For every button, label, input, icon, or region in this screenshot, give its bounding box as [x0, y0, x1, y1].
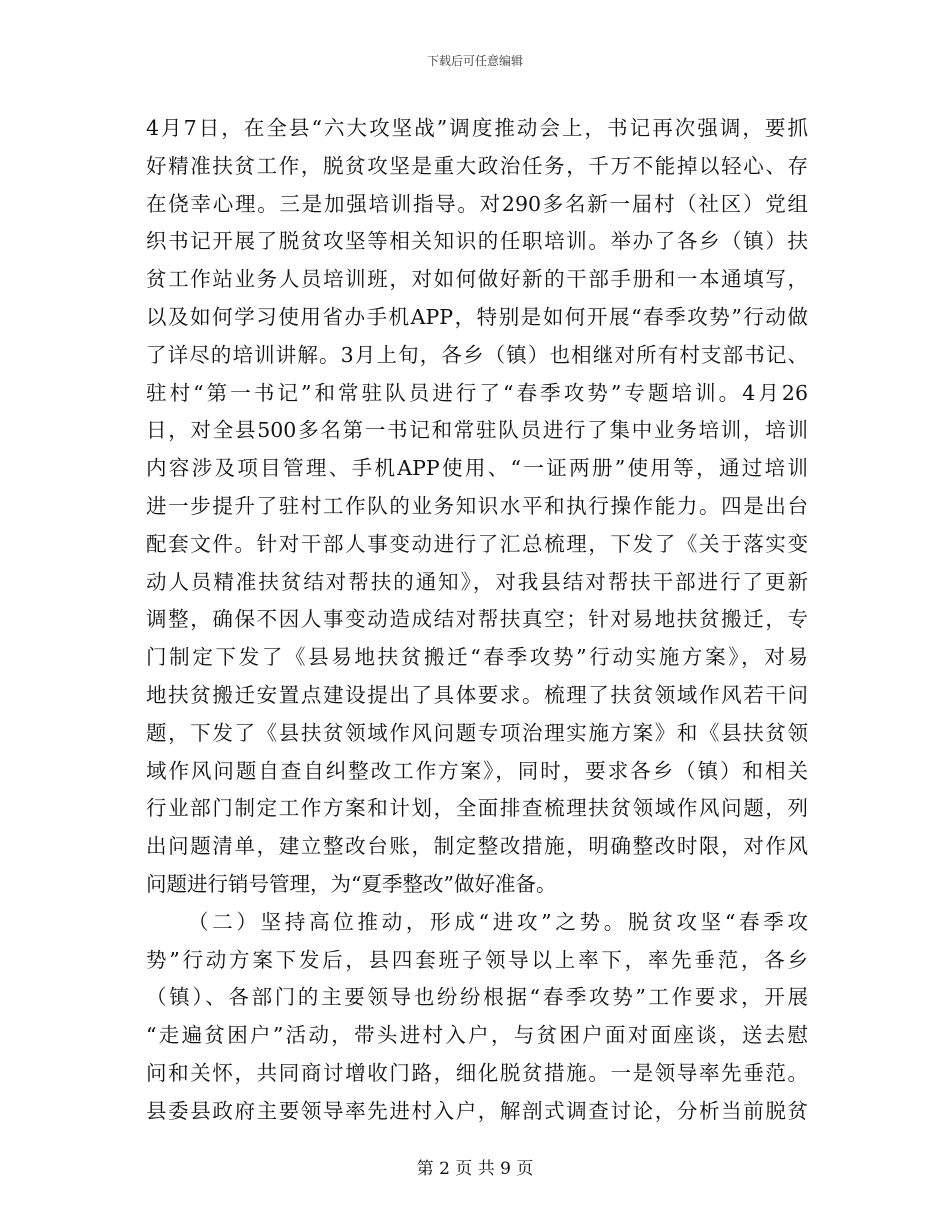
body-line: 日，对全县500多名第一书记和常驻队员进行了集中业务培训，培训	[146, 418, 808, 443]
body-line: 配套文件。针对干部人事变动进行了汇总梳理，下发了《关于落实变	[146, 531, 808, 556]
body-line: 动人员精准扶贫结对帮扶的通知》，对我县结对帮扶干部进行了更新	[146, 569, 808, 594]
body-line: 好精准扶贫工作，脱贫攻坚是重大政治任务，千万不能掉以轻心、存	[146, 153, 808, 178]
section-heading-line: （二）坚持高位推动，形成“进攻”之势。脱贫攻坚“春季攻	[188, 909, 808, 934]
body-line-paragraph-end: 问题进行销号管理，为“夏季整改”做好准备。	[146, 871, 557, 896]
body-line: 以及如何学习使用省办手机APP，特别是如何开展“春季攻势”行动做	[146, 304, 808, 329]
body-line: 在侥幸心理。三是加强培训指导。对290多名新一届村（社区）党组	[146, 191, 808, 216]
page-header-note: 下载后可任意编辑	[426, 54, 523, 68]
body-line: 门制定下发了《县易地扶贫搬迁“春季攻势”行动实施方案》，对易	[146, 645, 808, 670]
body-line: 地扶贫搬迁安置点建设提出了具体要求。梳理了扶贫领域作风若干问	[146, 682, 808, 707]
page-number: 第 2 页 共 9 页	[416, 1159, 534, 1179]
body-line: 县委县政府主要领导率先进村入户，解剖式调查讨论，分析当前脱贫	[146, 1098, 808, 1123]
body-line: 势”行动方案下发后，县四套班子领导以上率下，率先垂范，各乡	[146, 947, 808, 972]
body-line: 调整，确保不因人事变动造成结对帮扶真空；针对易地扶贫搬迁，专	[146, 607, 808, 632]
body-line: 行业部门制定工作方案和计划，全面排查梳理扶贫领域作风问题，列	[146, 796, 808, 821]
body-line: 织书记开展了脱贫攻坚等相关知识的任职培训。举办了各乡（镇）扶	[146, 229, 808, 254]
body-line: 出问题清单，建立整改台账，制定整改措施，明确整改时限，对作风	[146, 834, 808, 859]
body-line: 4月7日，在全县“六大攻坚战”调度推动会上，书记再次强调，要抓	[146, 116, 808, 140]
body-line: “走遍贫困户”活动，带头进村入户，与贫困户面对面座谈，送去慰	[146, 1023, 808, 1048]
body-line: 驻村“第一书记”和常驻队员进行了“春季攻势”专题培训。4月26	[146, 380, 808, 405]
body-line: 贫工作站业务人员培训班，对如何做好新的干部手册和一本通填写，	[146, 267, 808, 292]
body-line: 进一步提升了驻村工作队的业务知识水平和执行操作能力。四是出台	[146, 493, 808, 518]
document-body	[146, 110, 808, 1131]
body-line: 内容涉及项目管理、手机APP使用、“一证两册”使用等，通过培训	[146, 456, 808, 481]
body-line: 域作风问题自查自纠整改工作方案》，同时，要求各乡（镇）和相关	[146, 758, 808, 783]
body-line: （镇）、各部门的主要领导也纷纷根据“春季攻势”工作要求，开展	[146, 985, 808, 1010]
body-line: 题，下发了《县扶贫领域作风问题专项治理实施方案》和《县扶贫领	[146, 720, 808, 745]
body-line: 问和关怀，共同商讨增收门路，细化脱贫措施。一是领导率先垂范。	[146, 1060, 808, 1085]
body-line: 了详尽的培训讲解。3月上旬，各乡（镇）也相继对所有村支部书记、	[146, 342, 808, 367]
